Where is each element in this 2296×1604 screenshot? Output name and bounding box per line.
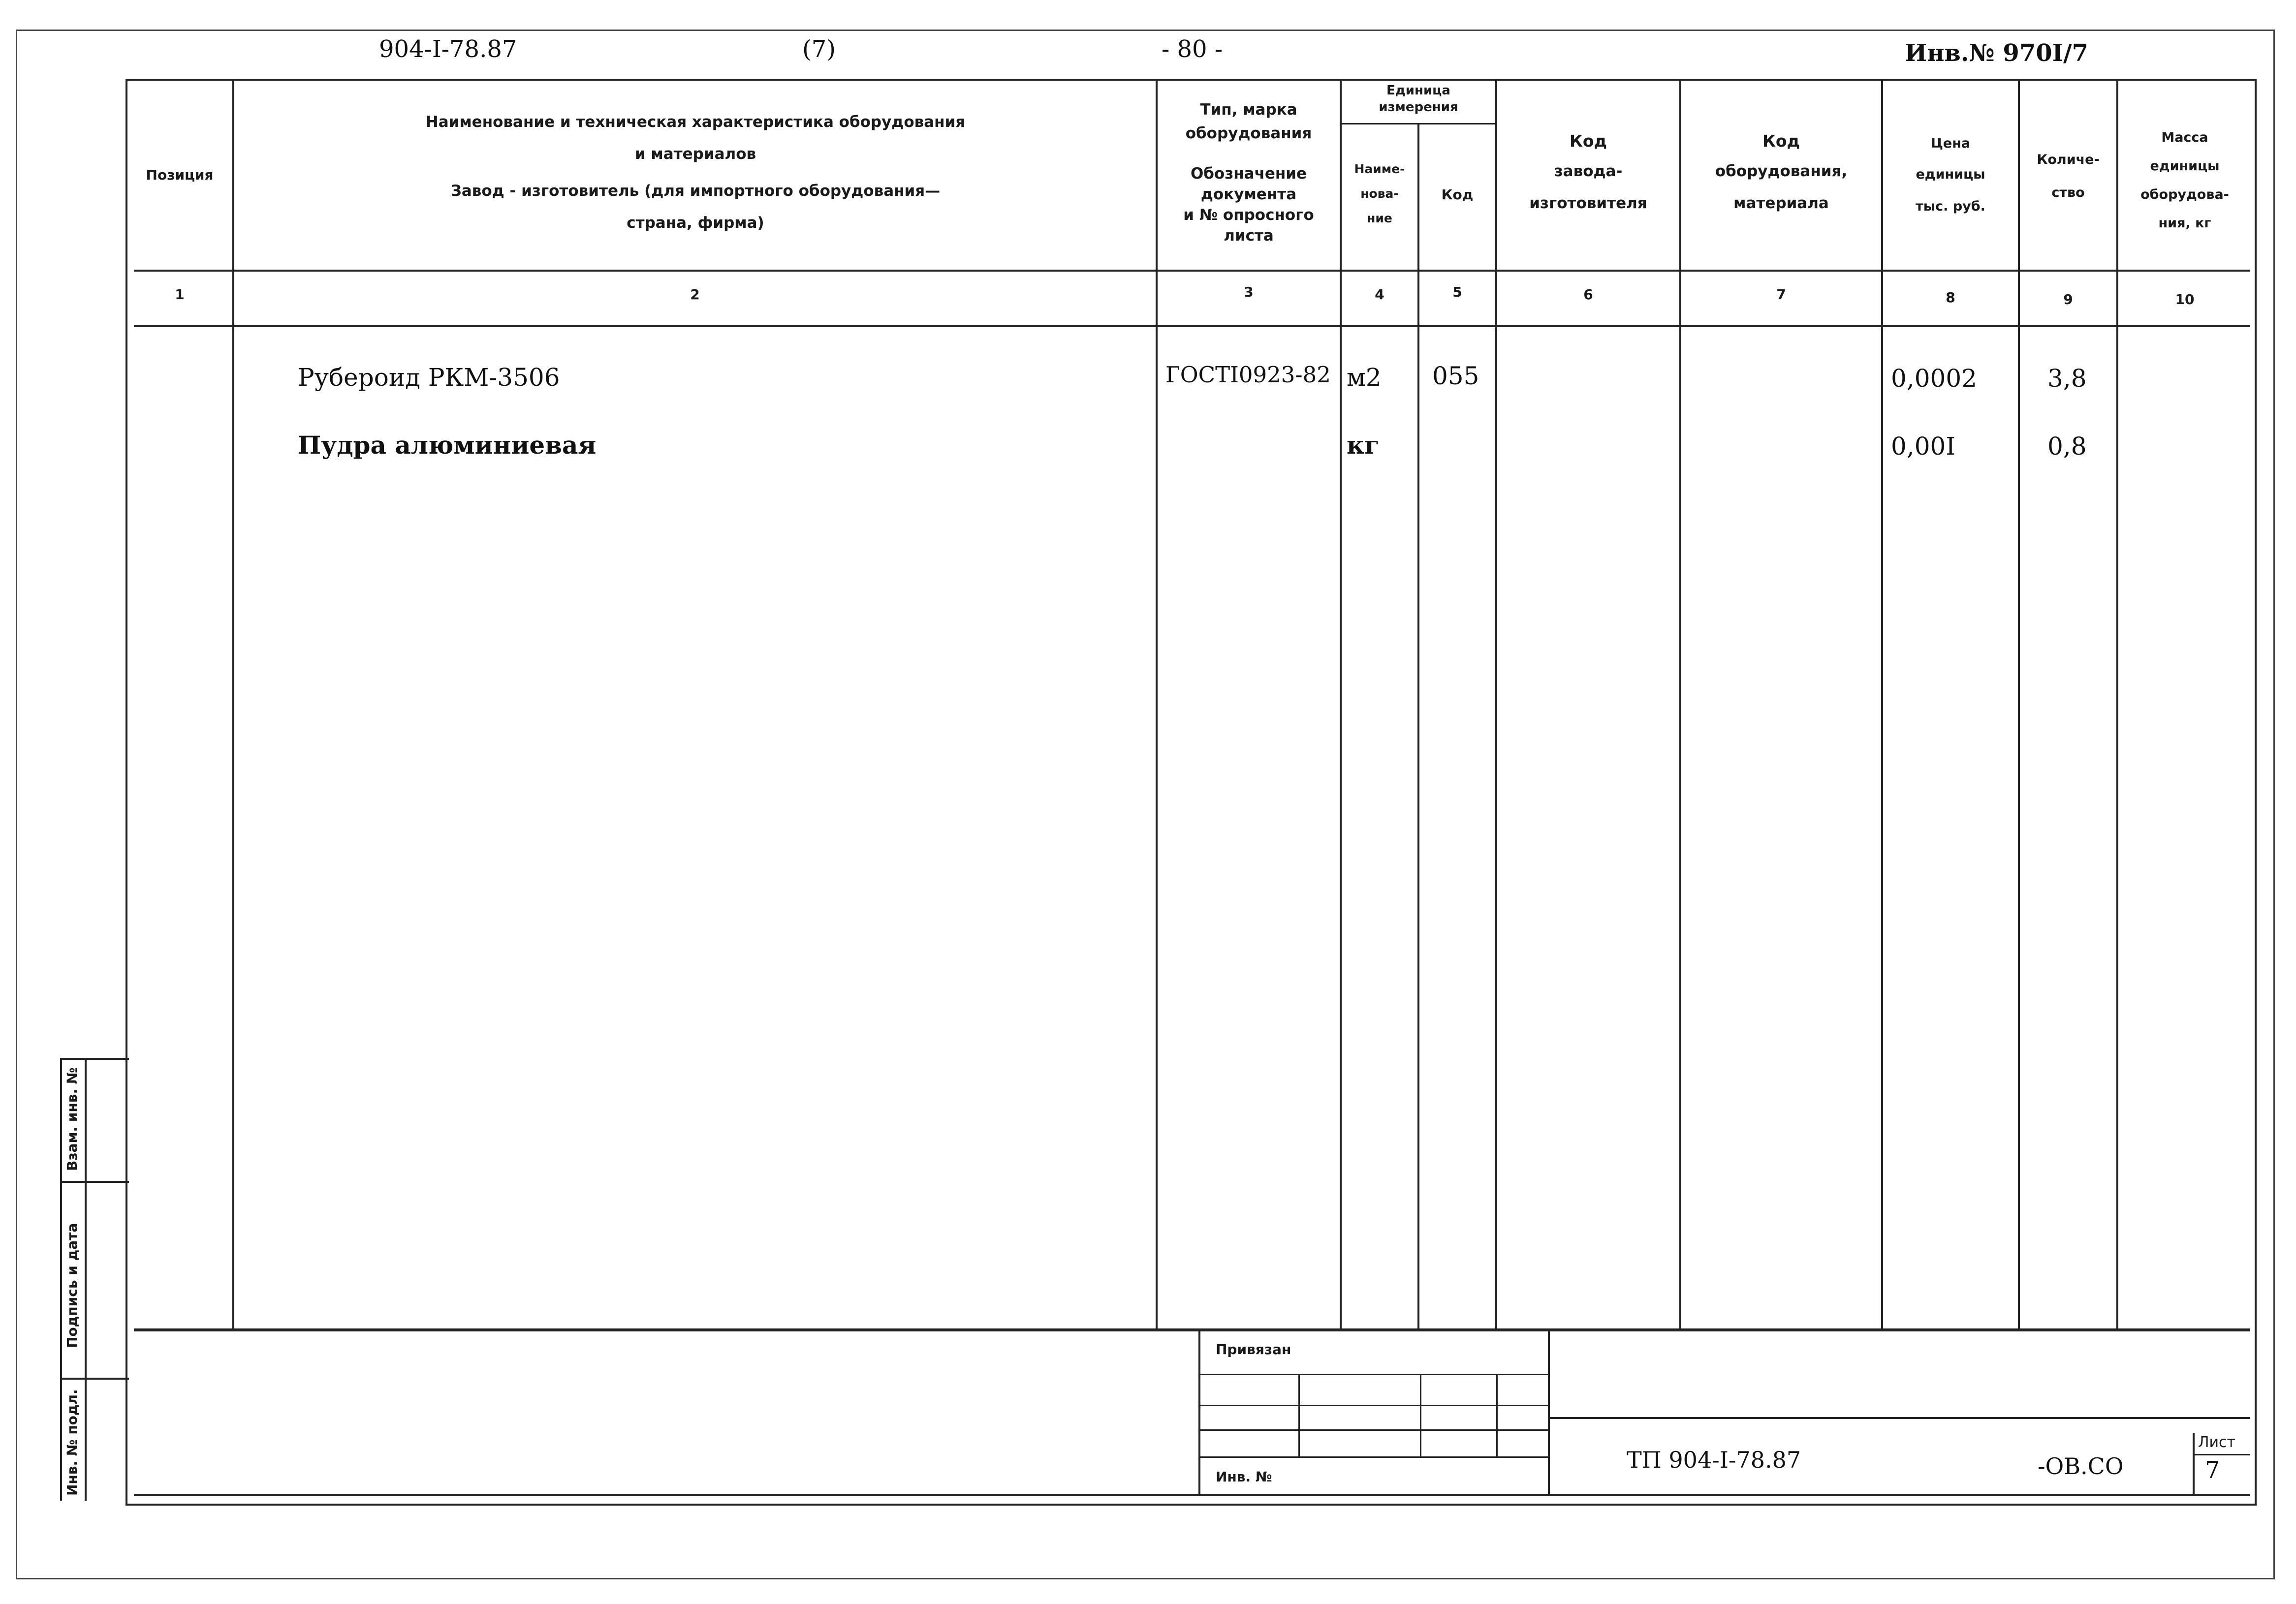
unit-subheader-line xyxy=(1340,123,1497,124)
tb-privyazan: Привязан xyxy=(1216,1341,1291,1357)
tb-sheet-left-line xyxy=(2193,1433,2195,1496)
row-price: 0,0002 xyxy=(1891,364,1977,393)
header-name-line1: Наименование и техническая характеристика оборудования xyxy=(425,113,966,131)
header-position: Позиция xyxy=(146,167,214,183)
side-stamp-div2 xyxy=(60,1378,129,1380)
tb-grid-v1 xyxy=(1298,1374,1300,1457)
tb-mid-line xyxy=(1548,1328,1550,1496)
header-price-line3: тыс. руб. xyxy=(1916,199,1985,214)
col-line-5 xyxy=(1495,80,1497,1329)
row-unit: м2 xyxy=(1347,363,1382,392)
col-num-8: 8 xyxy=(1946,289,1955,306)
header-price-line2: единицы xyxy=(1916,167,1985,182)
col-line-8 xyxy=(2018,80,2020,1329)
header-mfr-line1: Код xyxy=(1569,131,1607,151)
tb-inv-no: Инв. № xyxy=(1216,1469,1272,1485)
header-mfr-line3: изготовителя xyxy=(1529,194,1647,212)
header-mfr-line2: завода- xyxy=(1554,162,1623,180)
tb-designation: ТП 904-I-78.87 xyxy=(1627,1447,1801,1473)
col-num-4: 4 xyxy=(1375,286,1384,303)
row-price: 0,00I xyxy=(1891,432,1956,461)
row-unit: кг xyxy=(1347,431,1380,460)
col-num-9: 9 xyxy=(2063,291,2073,308)
header-name-line4: страна, фирма) xyxy=(627,214,764,232)
col-line-9 xyxy=(2116,80,2118,1329)
header-equip-line3: материала xyxy=(1733,194,1829,212)
tb-left-line xyxy=(1198,1328,1200,1496)
header-mass-line2: единицы xyxy=(2150,158,2220,174)
header-mass-line1: Масса xyxy=(2161,130,2208,145)
tb-suffix: -ОВ.СО xyxy=(2038,1453,2124,1480)
col-num-6: 6 xyxy=(1583,286,1593,303)
header-unit-name-line1: Наиме- xyxy=(1354,162,1405,176)
header-unit-line2: измерения xyxy=(1379,100,1458,115)
col-line-3 xyxy=(1340,80,1342,1329)
col-num-2: 2 xyxy=(690,286,700,303)
row-name: Рубероид РКМ-3506 xyxy=(298,363,560,392)
side-stamp-right-line xyxy=(85,1058,87,1501)
part-number: (7) xyxy=(802,35,836,63)
header-unit-name-line2: нова- xyxy=(1360,186,1399,201)
col-line-1 xyxy=(232,80,234,1329)
side-stamp-top-line xyxy=(60,1058,129,1060)
tb-grid-v2 xyxy=(1420,1374,1421,1457)
header-price-line1: Цена xyxy=(1930,136,1971,151)
tb-sheet-label: Лист xyxy=(2198,1434,2236,1451)
header-type-line5: и № опросного xyxy=(1183,206,1314,224)
row-qty: 3,8 xyxy=(2047,364,2087,393)
col-num-3: 3 xyxy=(1244,284,1254,300)
header-qty-line2: ство xyxy=(2051,185,2085,200)
row-code: 055 xyxy=(1432,362,1479,390)
header-type-line3: Обозначение xyxy=(1190,165,1307,183)
header-equip-line1: Код xyxy=(1762,131,1800,151)
col-num-10: 10 xyxy=(2175,291,2195,308)
header-name-line2: и материалов xyxy=(634,145,756,163)
tb-sheet-number: 7 xyxy=(2205,1456,2220,1484)
tb-sheet-div xyxy=(2193,1454,2250,1455)
row-doc: ГОСТI0923-82 xyxy=(1165,362,1331,388)
header-unit-name-line3: ние xyxy=(1367,211,1392,225)
col-line-4 xyxy=(1417,123,1419,1329)
inventory-number: Инв.№ 970I/7 xyxy=(1905,39,2089,67)
header-unit-code: Код xyxy=(1441,186,1474,203)
col-line-6 xyxy=(1679,80,1681,1329)
row-name: Пудра алюминиевая xyxy=(298,431,597,460)
header-bottom-line xyxy=(134,270,2250,272)
tb-grid-v3 xyxy=(1496,1374,1498,1457)
header-name-line3: Завод - изготовитель (для импортного оборудования— xyxy=(450,182,941,200)
side-stamp-inv-podl: Инв. № подл. xyxy=(64,1389,80,1496)
side-stamp-vzam: Взам. инв. № xyxy=(64,1067,80,1171)
header-type-line4: документа xyxy=(1200,185,1297,203)
side-stamp-left-line xyxy=(60,1058,62,1501)
header-unit-line1: Единица xyxy=(1386,83,1450,98)
number-row-bottom-line xyxy=(134,325,2250,327)
tb-bottom-line xyxy=(134,1494,2250,1496)
header-qty-line1: Количе- xyxy=(2037,152,2100,167)
header-type-line2: оборудования xyxy=(1185,124,1312,142)
table-bottom-line xyxy=(134,1328,2250,1331)
header-type-line6: листа xyxy=(1224,227,1274,245)
header-mass-line4: ния, кг xyxy=(2158,216,2211,231)
side-stamp-div1 xyxy=(60,1181,129,1183)
header-mass-line3: оборудова- xyxy=(2140,187,2229,202)
page-number: - 80 - xyxy=(1162,35,1223,63)
header-equip-line2: оборудования, xyxy=(1715,162,1848,180)
col-line-7 xyxy=(1881,80,1883,1329)
tb-designation-top-line xyxy=(1550,1417,2250,1419)
header-type-line1: Тип, марка xyxy=(1200,101,1297,119)
col-num-1: 1 xyxy=(175,286,185,303)
col-line-2 xyxy=(1156,80,1158,1329)
doc-number: 904-I-78.87 xyxy=(379,35,517,63)
col-num-7: 7 xyxy=(1776,286,1786,303)
col-num-5: 5 xyxy=(1452,284,1462,300)
row-qty: 0,8 xyxy=(2047,432,2087,461)
side-stamp-podpis: Подпись и дата xyxy=(64,1223,80,1348)
